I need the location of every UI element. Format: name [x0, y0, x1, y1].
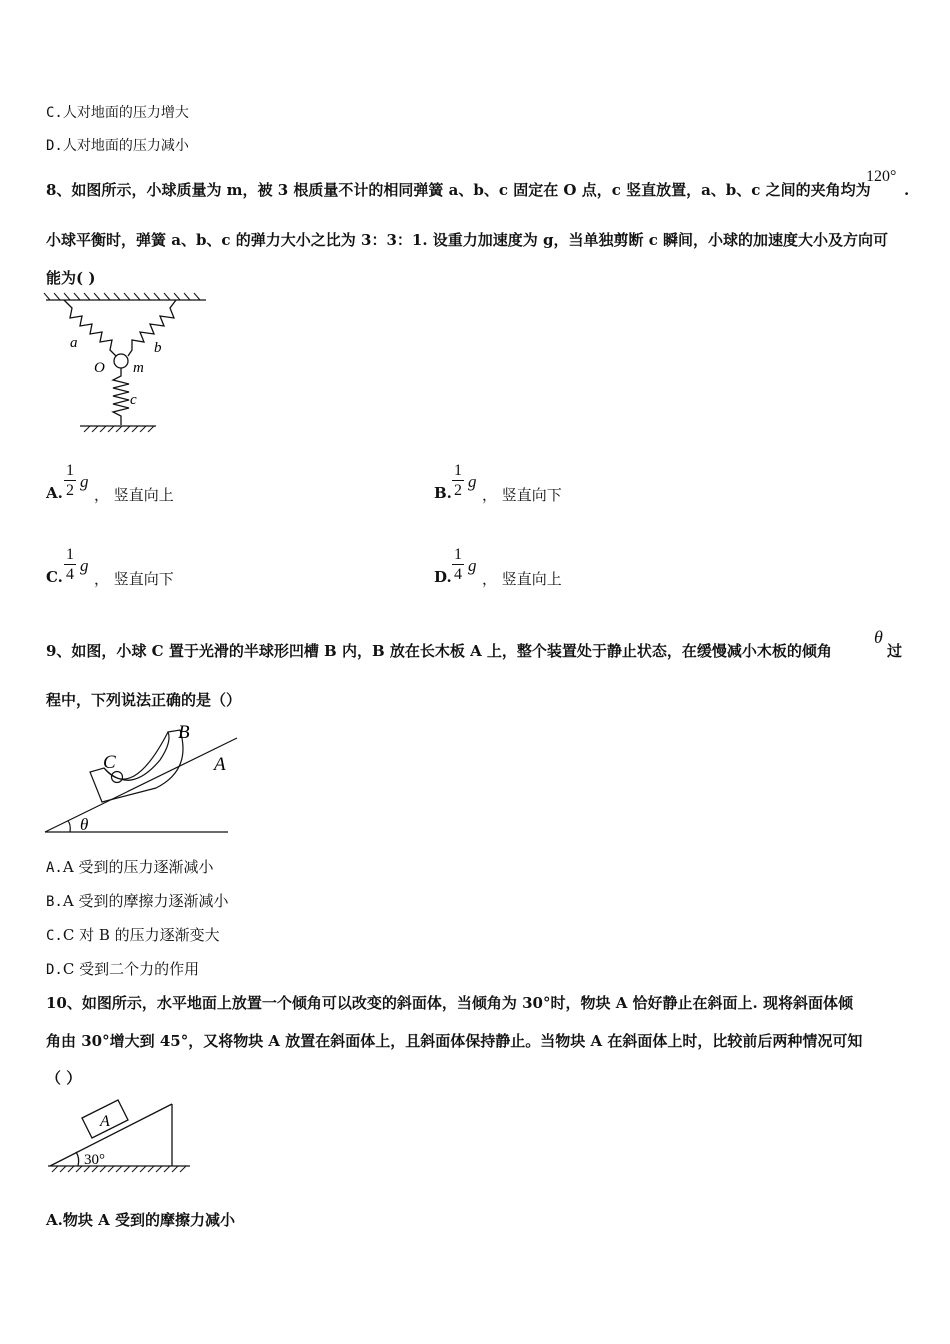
q7-option-c: C.人对地面的压力增大 — [46, 105, 189, 121]
q8-angle: 120° — [866, 168, 897, 185]
q10-label-A: A — [100, 1113, 110, 1130]
q9-theta: θ — [874, 627, 883, 647]
q8-option-d: D. 1 4 g ， 竖直向上 — [434, 546, 562, 588]
q10-option-a: A.物块 A 受到的摩擦力减小 — [46, 1211, 235, 1229]
q9-stem-line2: 程中，下列说法正确的是（） — [46, 691, 242, 709]
q7-option-d: D.人对地面的压力减小 — [46, 138, 189, 154]
q8-label-b: b — [154, 340, 162, 356]
q8-label-m: m — [133, 360, 144, 376]
q8-option-b: B. 1 2 g ， 竖直向下 — [434, 462, 562, 504]
q10-stem-line2: 角由 30°增大到 45°，又将物块 A 放置在斜面体上，且斜面体保持静止。当物块 A 在斜面体上时，比较前后两种情况可知 — [46, 1032, 863, 1050]
q9-label-B: B — [178, 722, 190, 743]
q8-label-O: O — [94, 360, 105, 376]
q9-label-theta: θ — [80, 815, 89, 834]
q9-incline-figure — [40, 718, 245, 838]
q10-stem-line3: （ ） — [46, 1069, 82, 1087]
q10-label-angle: 30° — [84, 1152, 105, 1168]
q9-stem-line1-end: 过 — [887, 642, 903, 660]
q8-spring-figure — [40, 292, 210, 437]
q9-option-c: C.C 对 B 的压力逐渐变大 — [46, 926, 220, 944]
q8-option-c-fraction: 1 4 — [66, 546, 74, 583]
q9-option-a: A.A 受到的压力逐渐减小 — [46, 858, 214, 876]
q8-option-a: A. 1 2 g ， 竖直向上 — [46, 462, 174, 504]
q8-option-c: C. 1 4 g ， 竖直向下 — [46, 546, 174, 588]
q9-option-b: B.A 受到的摩擦力逐渐减小 — [46, 892, 229, 910]
q9-label-C: C — [103, 752, 116, 773]
q8-label-c: c — [130, 392, 137, 408]
q8-option-a-fraction: 1 2 — [66, 462, 74, 499]
q8-stem-line1: 8、如图所示，小球质量为 m，被 3 根质量不计的相同弹簧 a、b、c 固定在 O 点，c 竖直放置，a、b、c 之间的夹角均为 — [46, 181, 871, 199]
q8-option-d-fraction: 1 4 — [454, 546, 462, 583]
q10-stem-line1: 10、如图所示，水平地面上放置一个倾角可以改变的斜面体，当倾角为 30°时，物块 A 恰好静止在斜面上. 现将斜面体倾 — [46, 994, 854, 1012]
q8-stem-line3: 能为( ) — [46, 269, 96, 287]
q8-option-b-fraction: 1 2 — [454, 462, 462, 499]
q8-label-a: a — [70, 335, 78, 351]
q10-incline-figure — [44, 1096, 194, 1178]
q9-label-A: A — [214, 754, 226, 775]
q8-stem-line2: 小球平衡时，弹簧 a、b、c 的弹力大小之比为 3：3：1. 设重力加速度为 g，当单独剪断 c 瞬间，小球的加速度大小及方向可 — [46, 231, 889, 249]
q9-option-d: D.C 受到二个力的作用 — [46, 960, 200, 978]
q8-stem-line1-end: . — [904, 181, 910, 199]
q9-stem-line1: 9、如图，小球 C 置于光滑的半球形凹槽 B 内，B 放在长木板 A 上，整个装置处于静止状态，在缓慢减小木板的倾角 — [46, 642, 832, 660]
